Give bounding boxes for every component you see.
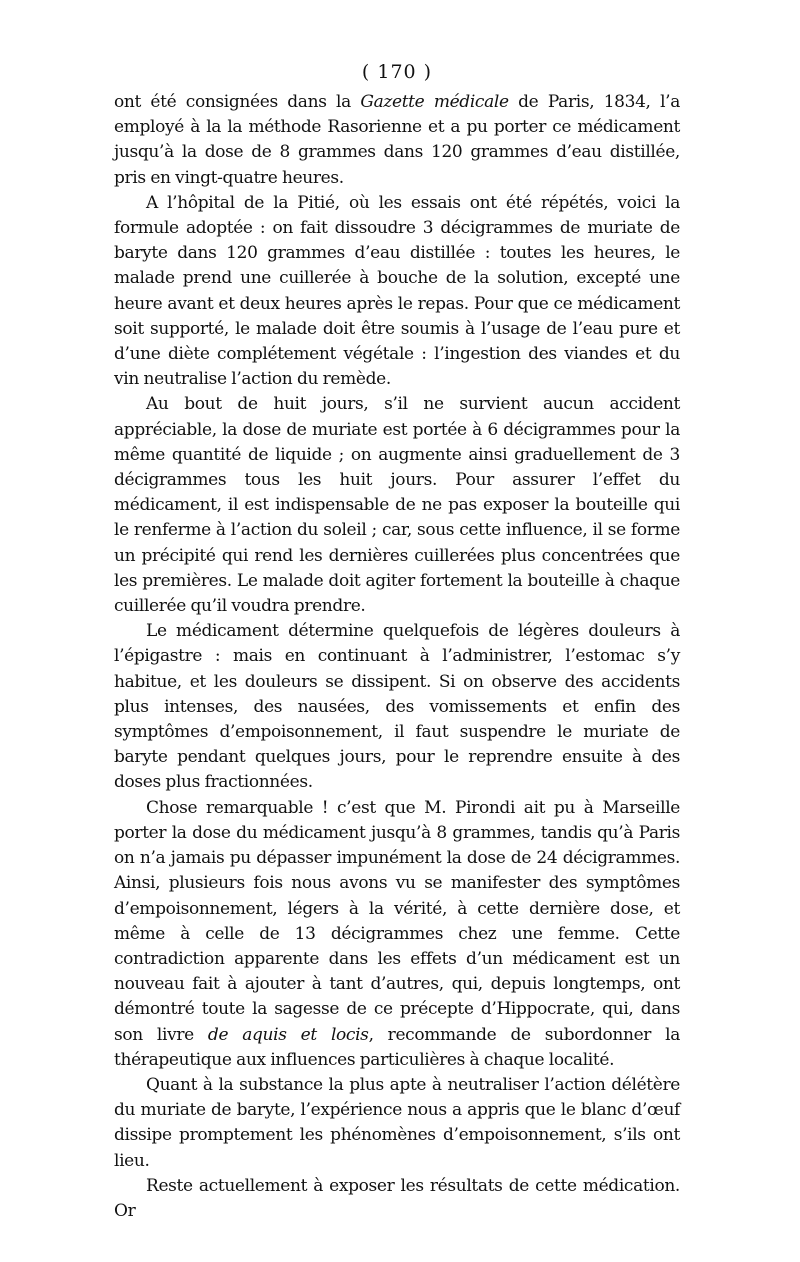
text-segment: , recommande de subordonner la thérapeutique aux influences particulières à chaque localité. [114,1024,680,1070]
text-segment: ont été consignées dans la [114,92,361,112]
text-segment: Reste actuellement à exposer les résultats de cette médication. Or [114,1175,680,1221]
paragraph-continuation [114,90,680,191]
page-number: ( 170 ) [361,61,433,83]
text-segment: Au bout de huit jours, s’il ne survient aucun accident appréciable, la dose de muriate est portée à 6 décigrammes pour la même quantité de liquide ; on augmente ainsi graduellement de 3 décigrammes tous les huit jours. Pour assurer l’effet du médicament, il est indispensable de ne pas exposer la bouteille qui le renferme à l’action du soleil ; car, sous cette influence, il se forme un précipité qui rend les dernières cuillerées plus concentrées que les premières. Le malade doit agiter fortement la bouteille à chaque cuillerée qu’il voudra prendre. [114,394,680,617]
paragraph-results-start [114,1174,680,1224]
book-title: de aquis et locis [207,1024,369,1045]
text-segment: A l’hôpital de la Pitié, où les essais ont été répétés, voici la formule adoptée : on fait dissoudre 3 décigrammes de muriate de baryte dans 120 grammes d’eau distillée : toutes les heures, le malade prend une cuillerée à bouche de la solution, excepté une heure avant et deux heures après le repas. Pour que ce médicament soit supporté, le malade doit être soumis à l’usage de l’eau pure et d’une diète complétement végétale : l’ingestion des viandes et du vin neutralise l’action du remède. [114,192,680,390]
text-segment: Quant à la substance la plus apte à neutraliser l’action délétère du muriate de baryte, l’expérience nous a appris que le blanc d’œuf dissipe promptement les phénomènes d’empoisonnement, s’ils ont lieu. [114,1074,680,1171]
text-segment: de Paris, 1834, l’a employé à la la méthode Rasorienne et a pu porter ce médicament jusqu’à la dose de 8 grammes dans 120 grammes d’eau distillée, pris en vingt-quatre heures. [114,92,680,188]
paragraph-antidote [114,1073,680,1174]
journal-title: Gazette médicale [360,92,509,112]
text-segment: Chose remarquable ! c’est que M. Pirondi ait pu à Marseille porter la dose du médicament jusqu’à 8 grammes, tandis qu’à Paris on n’a jamais pu dépasser impunément la dose de 24 décigrammes. Ainsi, plusieurs fois nous avons vu se manifester des symptômes d’empoisonnement, légers à la vérité, à cette dernière dose, et même à celle de 13 décigrammes chez une femme. Cette contradiction apparente dans les effets d’un médicament est un nouveau fait à ajouter à tant d’autres, qui, depuis longtemps, ont démontré toute la sagesse de ce précepte d’Hippocrate, qui, dans son livre [114,797,680,1045]
paragraph-pitie-formula [114,191,680,393]
text-segment: Le médicament détermine quelquefois de légères douleurs à l’épigastre : mais en continuant à l’administrer, l’estomac s’y habitue, et les douleurs se dissipent. Si on observe des accidents plus intenses, des nausées, des vomissements et enfin des symptômes d’empoisonnement, il faut suspendre le muriate de baryte pendant quelques jours, pour le reprendre ensuite à des doses plus fractionnées. [114,621,680,793]
paragraph-side-effects [114,619,680,795]
paragraph-remarkable-fact [114,796,680,1073]
paragraph-dosage-increase [114,392,680,619]
book-page [114,58,680,1224]
